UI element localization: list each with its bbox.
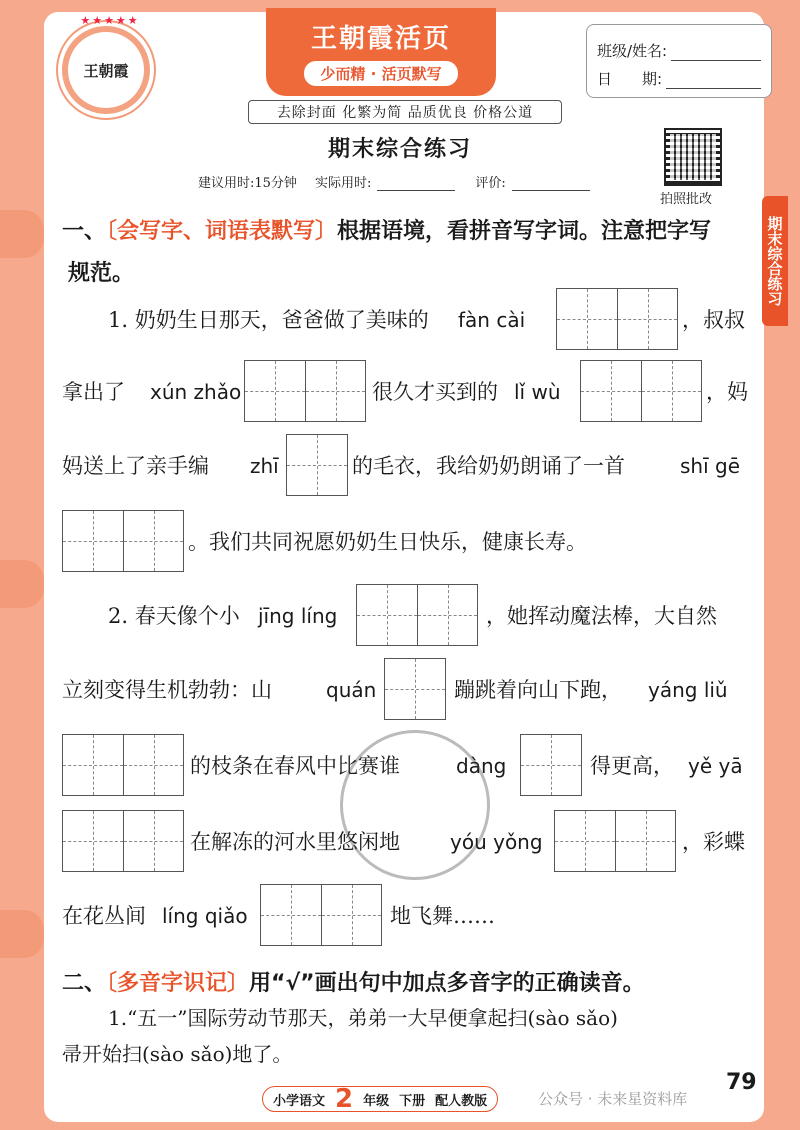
q2-pinyin: yě yā <box>688 754 743 778</box>
q1-pinyin: lǐ wù <box>514 380 561 404</box>
footer-term: 下册 <box>399 1093 426 1109</box>
answer-grid[interactable] <box>556 288 678 350</box>
q2-text: 2. 春天像个小 <box>108 604 240 628</box>
q2-pinyin: dàng <box>456 754 507 778</box>
answer-grid[interactable] <box>62 510 184 572</box>
brand-logo <box>58 14 154 118</box>
q2-text: 在花丛间 <box>62 904 146 928</box>
timing-row <box>198 172 590 191</box>
answer-grid[interactable] <box>244 360 366 422</box>
q1-pinyin: shī gē <box>680 454 741 478</box>
answer-grid[interactable] <box>520 734 582 796</box>
answer-grid[interactable] <box>62 810 184 872</box>
q2-text: ，她挥动魔法棒，大自然 <box>486 604 717 628</box>
page-title: 期末综合练习 <box>327 137 472 162</box>
side-tab: 期末综合练习 <box>762 196 788 326</box>
q2-text: ，彩蝶 <box>682 830 745 854</box>
footer-bar <box>262 1086 498 1112</box>
answer-grid[interactable] <box>62 734 184 796</box>
q2-pinyin: yóu yǒng <box>450 830 543 854</box>
section2-tag: 〔多音字识记〕 <box>106 971 250 996</box>
logo-text: 王朝霞 <box>83 61 129 80</box>
q2-pinyin: quán <box>326 678 377 702</box>
q1-text: 的毛衣，我给奶奶朗诵了一首 <box>352 454 625 478</box>
header-banner <box>266 8 496 96</box>
footer-edition: 配人教版 <box>435 1093 488 1109</box>
q2-pinyin: jīng líng <box>258 604 338 628</box>
q1-text: ，叔叔 <box>682 308 745 332</box>
banner-subtitle: 少而精 · 活页默写 <box>304 61 457 86</box>
rating-label: 评价: <box>475 176 506 191</box>
page-number: 79 <box>726 1070 757 1095</box>
student-info-box <box>586 24 772 98</box>
section1-instruction-cont: 规范。 <box>68 261 135 286</box>
section2-q1-line2: 帚开始扫(sào sǎo)地了。 <box>62 1042 293 1066</box>
decor-tab <box>0 910 44 958</box>
q1-text: 1. 奶奶生日那天，爸爸做了美味的 <box>108 308 429 332</box>
stars-icon: ★★★★★ <box>80 14 140 27</box>
qr-code-icon[interactable] <box>664 128 722 186</box>
q1-text: ，妈 <box>706 380 748 404</box>
actual-time-label: 实际用时: <box>314 176 372 191</box>
q2-text: 在解冻的河水里悠闲地 <box>190 830 400 854</box>
decor-tab <box>0 560 44 608</box>
section2-number: 二、 <box>62 971 107 996</box>
q1-pinyin: zhī <box>250 454 279 478</box>
footer-subject: 小学语文 <box>273 1093 326 1109</box>
q2-text: 立刻变得生机勃勃：山 <box>62 678 272 702</box>
section2-q1-line1: 1.“五一”国际劳动节那天，弟弟一大早便拿起扫(sào sǎo) <box>108 1006 618 1030</box>
qr-label: 拍照批改 <box>660 192 713 207</box>
footer-watermark: 公众号 · 未来星资料库 <box>538 1090 688 1108</box>
date-field[interactable] <box>666 73 761 89</box>
banner-title: 王朝霞活页 <box>310 24 451 54</box>
answer-grid[interactable] <box>554 810 676 872</box>
slogan-bar: 去除封面 化繁为简 品质优良 价格公道 <box>248 100 562 124</box>
rating-field[interactable] <box>512 179 590 191</box>
section2-instruction: 用“√”画出句中加点多音字的正确读音。 <box>249 971 645 996</box>
q2-text: 的枝条在春风中比赛谁 <box>190 754 400 778</box>
answer-grid[interactable] <box>286 434 348 496</box>
answer-grid[interactable] <box>260 884 382 946</box>
q2-text: 得更高， <box>590 754 674 778</box>
footer-grade: 年级 <box>363 1093 390 1109</box>
actual-time-field[interactable] <box>377 179 455 191</box>
suggested-time: 建议用时:15分钟 <box>198 176 297 191</box>
q1-pinyin: fàn cài <box>458 308 526 332</box>
q2-pinyin: líng qiǎo <box>162 904 248 928</box>
q2-pinyin: yáng liǔ <box>648 678 728 702</box>
q1-text: 。我们共同祝愿奶奶生日快乐，健康长寿。 <box>188 530 587 554</box>
answer-grid[interactable] <box>580 360 702 422</box>
section1-tag: 〔会写字、词语表默写〕 <box>106 219 338 244</box>
q1-text: 妈送上了亲手编 <box>62 454 209 478</box>
footer-grade-number: 2 <box>335 1084 354 1114</box>
q2-text: 地飞舞…… <box>390 904 495 928</box>
q1-text: 很久才买到的 <box>372 380 498 404</box>
answer-grid[interactable] <box>356 584 478 646</box>
answer-grid[interactable] <box>384 658 446 720</box>
class-name-field[interactable] <box>671 45 761 61</box>
section1-number: 一、 <box>62 219 107 244</box>
section1-heading <box>62 214 711 245</box>
section2-heading <box>62 966 645 997</box>
q1-text: 拿出了 <box>62 380 125 404</box>
class-name-label: 班级/姓名: <box>597 42 668 60</box>
decor-tab <box>0 210 44 258</box>
date-label: 日 期: <box>597 70 663 88</box>
q2-text: 蹦跳着向山下跑， <box>454 678 622 702</box>
q1-pinyin: xún zhǎo <box>150 380 242 404</box>
section1-instruction: 根据语境，看拼音写字词。注意把字写 <box>337 219 712 244</box>
